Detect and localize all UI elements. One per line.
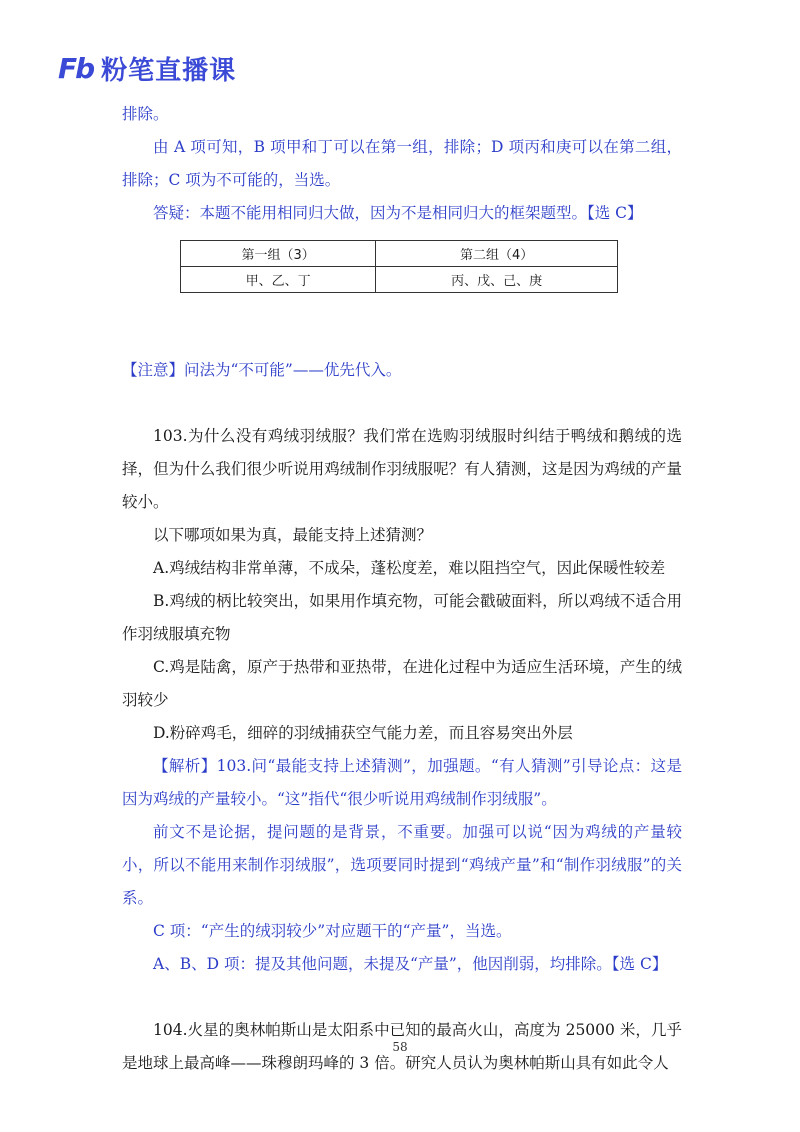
table-cell: 甲、乙、丁 [181, 267, 376, 293]
option-a: A.鸡绒结构非常单薄，不成朵，蓬松度差，难以阻挡空气，因此保暖性较差 [153, 559, 666, 577]
table-header-row [181, 241, 618, 267]
analysis-paragraph: C 项：“产生的绒羽较少”对应题干的“产量”，当选。 [153, 922, 512, 940]
page-number: 58 [392, 1040, 408, 1054]
analysis-paragraph: 前文不是论据，提问题的是背景，不重要。加强可以说“因为鸡绒的产量较小，所以不能用来制作羽绒服”，选项要同时提到“鸡绒产量”和“制作羽绒服”的关系。 [122, 823, 682, 907]
option-b: B.鸡绒的柄比较突出，如果用作填充物，可能会戳破面料，所以鸡绒不适合用作羽绒服填充物 [122, 592, 682, 643]
fb-logo-icon: Fb [58, 51, 94, 85]
question-prompt: 以下哪项如果为真，最能支持上述猜测？ [153, 526, 433, 544]
analysis-paragraph: 由 A 项可知，B 项甲和丁可以在第一组，排除；D 项丙和庚可以在第二组，排除；C 项为不可能的，当选。 [122, 138, 682, 189]
document-body [122, 98, 682, 1080]
attention-note: 【注意】问法为“不可能”——优先代入。 [122, 361, 402, 379]
option-d: D.粉碎鸡毛，细碎的羽绒捕获空气能力差，而且容易突出外层 [153, 724, 573, 742]
table-row [181, 267, 618, 293]
table-header-cell: 第一组（3） [181, 241, 376, 267]
header [58, 50, 236, 86]
question-stem: 103.为什么没有鸡绒羽绒服？我们常在选购羽绒服时纠结于鸭绒和鹅绒的选择，但为什么我们很少听说用鸡绒制作羽绒服呢？有人猜测，这是因为鸡绒的产量较小。 [122, 427, 682, 511]
group-table [180, 240, 618, 293]
continued-text: 排除。 [122, 105, 169, 123]
option-c: C.鸡是陆禽，原产于热带和亚热带，在进化过程中为适应生活环境，产生的绒羽较少 [122, 658, 682, 709]
answer-note: 答疑：本题不能用相同归大做，因为不是相同归大的框架题型。【选 C】 [153, 204, 643, 222]
analysis-paragraph: 【解析】103.问“最能支持上述猜测”，加强题。“有人猜测”引导论点：这是因为鸡绒的产量较小。“这”指代“很少听说用鸡绒制作羽绒服”。 [122, 757, 682, 808]
question-stem: 104.火星的奥林帕斯山是太阳系中已知的最高火山，高度为 25000 米，几乎是地球上最高峰——珠穆朗玛峰的 3 倍。研究人员认为奥林帕斯山具有如此令人 [122, 1021, 682, 1072]
analysis-paragraph: A、B、D 项：提及其他问题，未提及“产量”，他因削弱，均排除。【选 C】 [153, 955, 668, 973]
table-header-cell: 第二组（4） [376, 241, 618, 267]
table-cell: 丙、戊、己、庚 [376, 267, 618, 293]
brand-name: 粉笔直播课 [101, 55, 237, 86]
